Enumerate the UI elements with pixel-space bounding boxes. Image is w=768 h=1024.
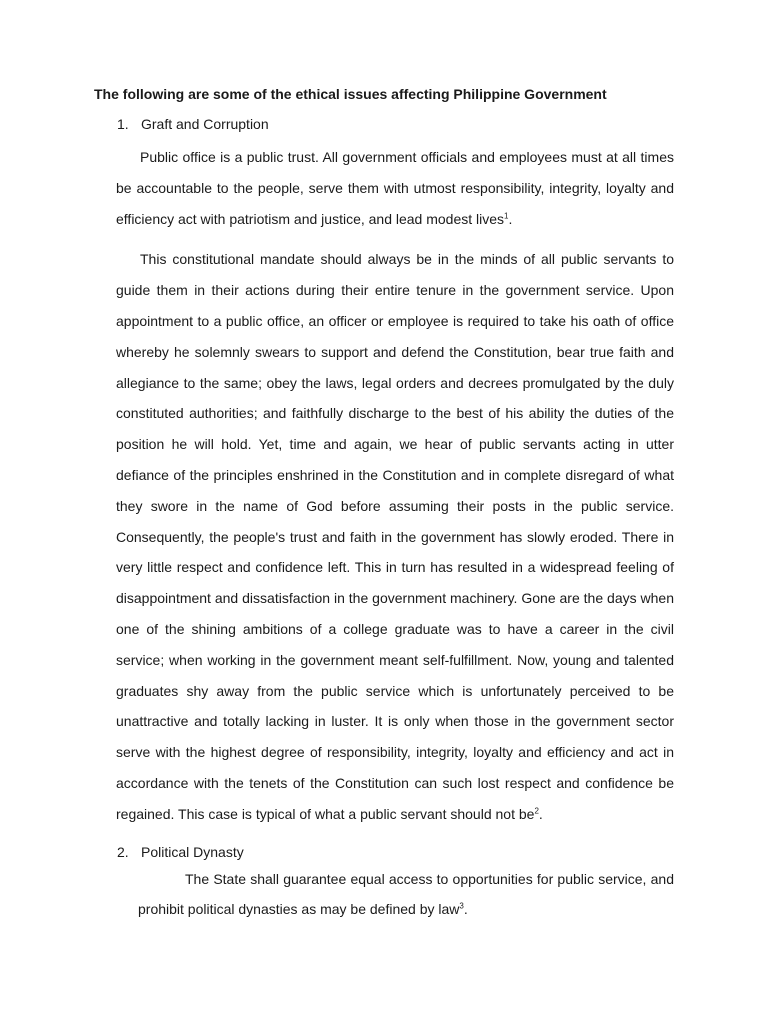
footnote-ref: 2: [534, 806, 539, 816]
paragraph-text: This constitutional mandate should always be in the minds of all public servants to guide them in their actions during their entire tenure in the government service. Upon appointment to a public office, an officer or employee is required to take his oath of office whereby he solemnly swears to support and defend the Constitution, bear true faith and allegiance to the same; obey the laws, legal orders and decrees promulgated by the duly constituted authorities; and faithfully discharge to the best of his ability the duties of the position he will hold. Yet, time and again, we hear of public servants acting in utter defiance of the principles enshrined in the Constitution and in complete disregard of what they swore in the name of God before assuming their posts in the public service. Consequently, the people's trust and faith in the government has slowly eroded. There in very little respect and confidence left. This in turn has resulted in a widespread feeling of disappointment and dissatisfaction in the government machinery. Gone are the days when one of the shining ambitions of a college graduate was to have a career in the civil service; when working in the government meant self-fulfillment. Now, young and talented graduates shy away from the public service which is unfortunately perceived to be unattractive and totally lacking in luster. It is only when those in the government sector serve with the highest degree of responsibility, integrity, loyalty and efficiency and act in accordance with the tenets of the Constitution can such lost respect and confidence be regained. This case is typical of what a public servant should not be: [116, 251, 674, 822]
paragraph-text: Public office is a public trust. All government officials and employees must at all times be accountable to the people, serve them with utmost responsibility, integrity, loyalty and efficiency act with patriotism and justice, and lead modest lives: [116, 149, 674, 227]
paragraph-text: The State shall guarantee equal access to opportunities for public service, and prohibit political dynasties as may be defined by law: [138, 870, 674, 918]
section-title-graft: [94, 116, 674, 132]
paragraph-end: .: [538, 805, 543, 822]
paragraph: [138, 864, 674, 926]
section-label: Graft and Corruption: [141, 116, 269, 132]
paragraph: [116, 142, 674, 234]
section-label: Political Dynasty: [141, 843, 244, 860]
document-heading: The following are some of the ethical issues affecting Philippine Government: [94, 86, 607, 102]
footnote-ref: 1: [504, 210, 509, 220]
paragraph-end: .: [463, 901, 468, 918]
footnote-ref: 3: [459, 901, 464, 911]
paragraph: [116, 244, 674, 829]
section-title-dynasty: [94, 844, 674, 860]
section-number: 2.: [117, 843, 129, 860]
paragraph-end: .: [508, 210, 513, 227]
section-number: 1.: [117, 116, 129, 132]
